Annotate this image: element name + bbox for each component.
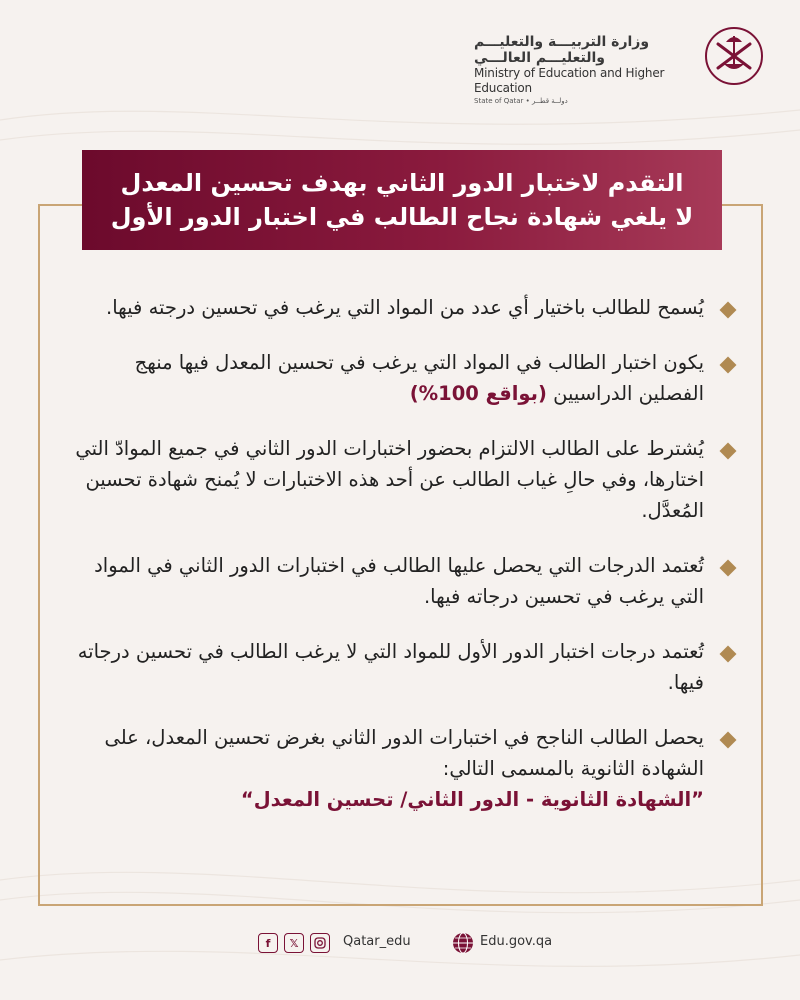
list-item-highlight: ”الشهادة الثانوية - الدور الثاني/ تحسين المعدل“: [240, 788, 704, 811]
ministry-name: [474, 34, 694, 106]
list-item-text-main: يحصل الطالب الناجح في اختبارات الدور الثاني بغرض تحسين المعدل، على الشهادة الثانوية بالمسمى التالي:: [104, 726, 704, 780]
ministry-subtitle: State of Qatar • دولــة قطــر: [474, 97, 568, 105]
ministry-name-english: Ministry of Education and Higher Education: [474, 66, 665, 95]
banner-title-line2: لا يلغي شهادة نجاح الطالب في اختبار الدور الأول: [110, 203, 694, 231]
list-item-text: يُشترط على الطالب الالتزام بحضور اختبارات الدور الثاني في جميع الموادّ التي اختارها، وفي حالِ غياب الطالب عن أحد هذه الاختبارات لا يُمنح شهادة تحسين المُعدَّل.: [75, 437, 704, 522]
diamond-bullet-icon: [720, 560, 737, 577]
footer: [0, 930, 800, 960]
diamond-bullet-icon: [720, 646, 737, 663]
list-item: [66, 433, 738, 526]
diamond-bullet-icon: [720, 732, 737, 749]
list-item-text: تُعتمد الدرجات التي يحصل عليها الطالب في اختبارات الدور الثاني في المواد التي يرغب في تحسين درجاته فيها.: [94, 554, 704, 608]
title-banner: [82, 150, 722, 250]
facebook-icon[interactable]: f: [258, 933, 278, 953]
website-link[interactable]: Edu.gov.qa: [480, 934, 553, 949]
list-item-text: [66, 722, 704, 815]
ministry-logo: [466, 24, 766, 105]
ministry-name-arabic: وزارة التربيـــة والتعليـــم والتعليـــم العالـــي: [474, 34, 650, 66]
list-item-text: يُسمح للطالب باختيار أي عدد من المواد التي يرغب في تحسين درجته فيها.: [106, 296, 704, 319]
list-item: [66, 636, 738, 698]
diamond-bullet-icon: [720, 302, 737, 319]
list-item-text-main: يكون اختبار الطالب في المواد التي يرغب في تحسين المعدل فيها منهج الفصلين الدراسيين: [134, 351, 704, 405]
list-item-highlight: (بواقع 100%): [409, 382, 547, 405]
list-item: [66, 347, 738, 409]
list-item: [66, 550, 738, 612]
banner-title-line1: التقدم لاختبار الدور الثاني بهدف تحسين المعدل: [120, 169, 684, 197]
rules-list: [66, 292, 738, 839]
globe-icon: [452, 932, 474, 954]
instagram-icon[interactable]: [310, 933, 330, 953]
social-handle[interactable]: Qatar_edu: [343, 934, 411, 949]
social-links: [258, 933, 330, 953]
list-item: [66, 292, 738, 323]
x-icon[interactable]: 𝕏: [284, 933, 304, 953]
list-item-text: [66, 347, 704, 409]
diamond-bullet-icon: [720, 443, 737, 460]
list-item: [66, 722, 738, 815]
qatar-emblem-icon: [702, 24, 766, 88]
list-item-text: تُعتمد درجات اختبار الدور الأول للمواد التي لا يرغب الطالب في تحسين درجاته فيها.: [77, 640, 704, 694]
diamond-bullet-icon: [720, 357, 737, 374]
